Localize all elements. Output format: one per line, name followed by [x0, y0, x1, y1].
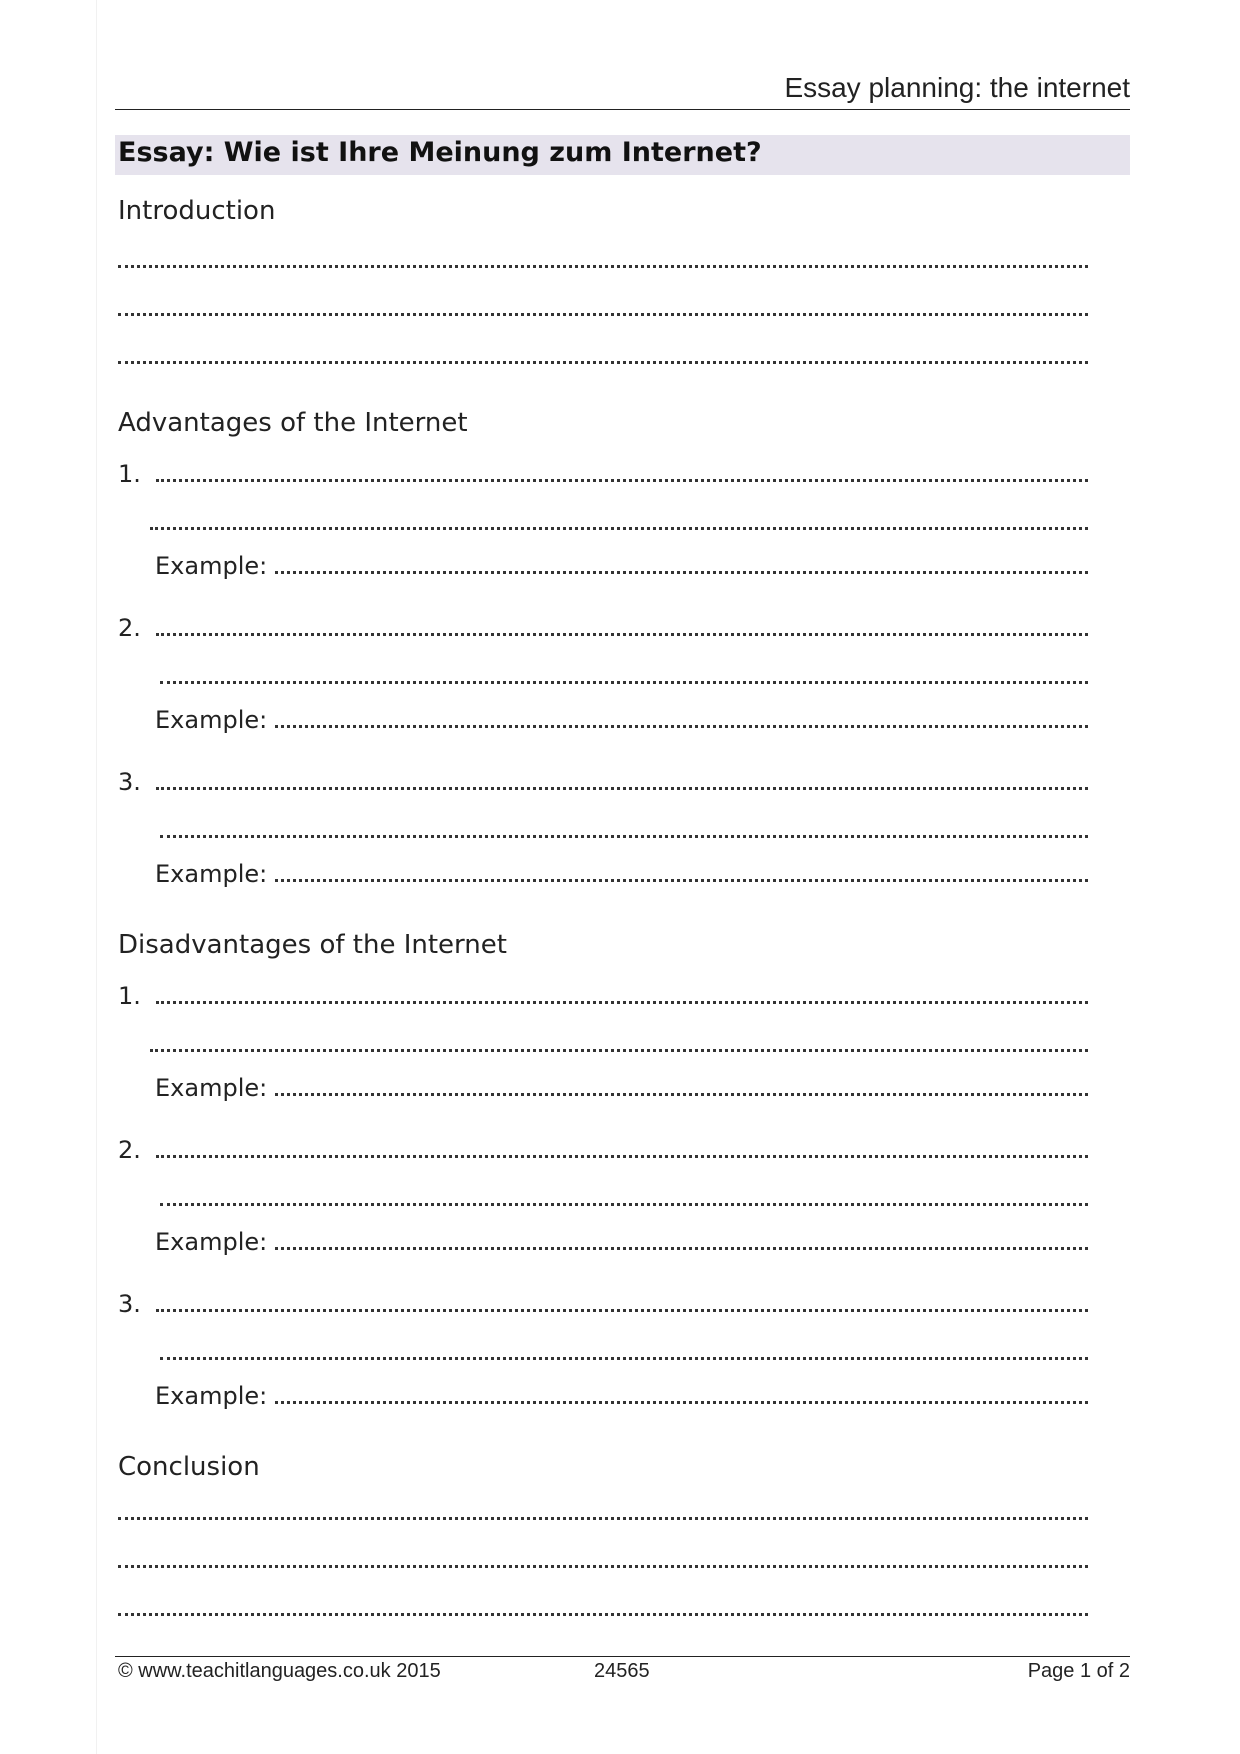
advantage-1-continuation-line[interactable] — [150, 502, 1088, 536]
introduction-answer-line[interactable] — [118, 288, 1088, 322]
dotted-line — [118, 1517, 1088, 1520]
dotted-line — [118, 313, 1088, 316]
dotted-line — [160, 1357, 1088, 1360]
advantage-1-example-label: Example: — [155, 552, 268, 580]
conclusion-answer-line[interactable] — [118, 1540, 1088, 1574]
footer-copyright: © www.teachitlanguages.co.uk 2015 — [118, 1660, 441, 1682]
disadvantage-1-continuation-line[interactable] — [150, 1024, 1088, 1058]
dotted-line — [275, 725, 1088, 728]
conclusion-answer-line[interactable] — [118, 1492, 1088, 1526]
dotted-line — [160, 835, 1088, 838]
dotted-line — [118, 1565, 1088, 1568]
dotted-line — [156, 1309, 1088, 1312]
disadvantage-3-line[interactable] — [118, 1284, 1088, 1318]
dotted-line — [118, 265, 1088, 268]
advantage-2-example-line[interactable] — [155, 700, 1088, 734]
header-rule — [115, 109, 1130, 110]
disadvantage-2-line[interactable] — [118, 1130, 1088, 1164]
disadvantage-3-continuation-line[interactable] — [160, 1332, 1088, 1366]
disadvantage-1-example-line[interactable] — [155, 1068, 1088, 1102]
advantage-2-continuation-line[interactable] — [160, 656, 1088, 690]
introduction-answer-line[interactable] — [118, 336, 1088, 370]
advantage-3-example-line[interactable] — [155, 854, 1088, 888]
disadvantage-2-example-line[interactable] — [155, 1222, 1088, 1256]
advantage-3-continuation-line[interactable] — [160, 810, 1088, 844]
dotted-line — [156, 479, 1088, 482]
advantage-2-number: 2. — [118, 614, 141, 642]
dotted-line — [275, 1247, 1088, 1250]
dotted-line — [150, 1049, 1088, 1052]
dotted-line — [118, 1613, 1088, 1616]
disadvantage-1-number: 1. — [118, 982, 141, 1010]
conclusion-heading: Conclusion — [118, 1452, 260, 1482]
footer-rule — [115, 1656, 1130, 1657]
disadvantages-heading: Disadvantages of the Internet — [118, 930, 507, 960]
disadvantage-3-example-line[interactable] — [155, 1376, 1088, 1410]
dotted-line — [150, 527, 1088, 530]
dotted-line — [156, 1001, 1088, 1004]
footer-resource-code: 24565 — [594, 1660, 650, 1682]
dotted-line — [275, 571, 1088, 574]
disadvantage-2-number: 2. — [118, 1136, 141, 1164]
disadvantage-3-number: 3. — [118, 1290, 141, 1318]
dotted-line — [156, 633, 1088, 636]
disadvantage-3-example-label: Example: — [155, 1382, 268, 1410]
advantage-2-line[interactable] — [118, 608, 1088, 642]
dotted-line — [118, 361, 1088, 364]
dotted-line — [160, 1203, 1088, 1206]
advantages-heading: Advantages of the Internet — [118, 408, 468, 438]
disadvantage-1-example-label: Example: — [155, 1074, 268, 1102]
advantage-2-example-label: Example: — [155, 706, 268, 734]
header-title: Essay planning: the internet — [784, 72, 1130, 103]
page-edge-line — [96, 0, 97, 1754]
dotted-line — [156, 1155, 1088, 1158]
dotted-line — [275, 1093, 1088, 1096]
advantage-1-example-line[interactable] — [155, 546, 1088, 580]
dotted-line — [275, 879, 1088, 882]
advantage-3-example-label: Example: — [155, 860, 268, 888]
footer-page-number: Page 1 of 2 — [1027, 1660, 1130, 1682]
disadvantage-2-continuation-line[interactable] — [160, 1178, 1088, 1212]
dotted-line — [160, 681, 1088, 684]
advantage-1-line[interactable] — [118, 454, 1088, 488]
advantage-3-number: 3. — [118, 768, 141, 796]
disadvantage-2-example-label: Example: — [155, 1228, 268, 1256]
dotted-line — [275, 1401, 1088, 1404]
introduction-heading: Introduction — [118, 196, 276, 226]
disadvantage-1-line[interactable] — [118, 976, 1088, 1010]
conclusion-answer-line[interactable] — [118, 1588, 1088, 1622]
advantage-1-number: 1. — [118, 460, 141, 488]
essay-title: Essay: Wie ist Ihre Meinung zum Internet? — [118, 137, 762, 168]
advantage-3-line[interactable] — [118, 762, 1088, 796]
introduction-answer-line[interactable] — [118, 240, 1088, 274]
dotted-line — [156, 787, 1088, 790]
